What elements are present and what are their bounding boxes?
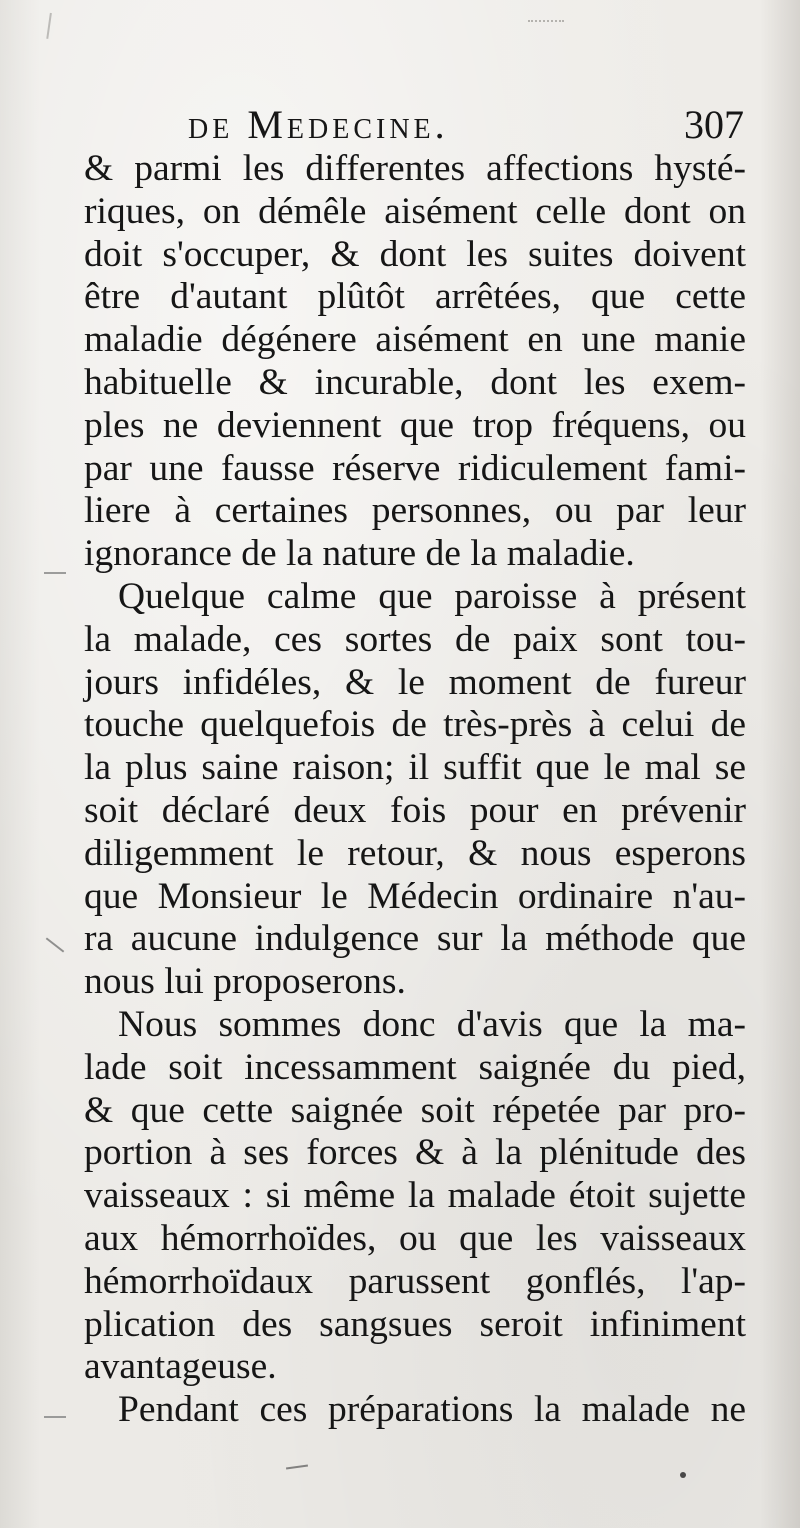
- margin-ink-mark: [44, 572, 66, 574]
- paragraph-start-line: Nous sommes donc d'avis que la ma-: [118, 1003, 746, 1045]
- margin-ink-mark: [44, 1416, 66, 1418]
- text-line: aux hémorrhoïdes, ou que les vaisseaux: [84, 1217, 746, 1259]
- text-line: plication des sangsues seroit infiniment: [84, 1303, 746, 1345]
- paragraph-end-line: nous lui proposerons.: [84, 961, 406, 1003]
- text-line: portion à ses forces & à la plénitude des: [84, 1132, 746, 1174]
- text-line: vaisseaux : si même la malade étoit sujette: [84, 1175, 746, 1217]
- text-line: la malade, ces sortes de paix sont tou-: [84, 618, 746, 660]
- text-line: être d'autant plûtôt arrêtées, que cette: [84, 276, 746, 318]
- text-line: & parmi les differentes affections hysté-: [84, 148, 746, 189]
- text-line: hémorrhoïdaux parussent gonflés, l'ap-: [84, 1260, 746, 1302]
- text-line: liere à certaines personnes, ou par leur: [84, 490, 746, 532]
- text-line: maladie dégénere aisément en une manie: [84, 319, 746, 361]
- running-head: [188, 102, 744, 148]
- text-line: ra aucune indulgence sur la méthode que: [84, 918, 746, 960]
- paragraph-start-line: Pendant ces préparations la malade ne: [118, 1389, 746, 1431]
- text-line: que Monsieur le Médecin ordinaire n'au-: [84, 875, 746, 917]
- text-line: jours infidéles, & le moment de fureur: [84, 661, 746, 703]
- text-line: & que cette saignée soit répetée par pro-: [84, 1089, 746, 1131]
- text-line: touche quelquefois de très-près à celui de: [84, 704, 746, 746]
- text-line: habituelle & incurable, dont les exem-: [84, 361, 746, 403]
- text-line: lade soit incessamment saignée du pied,: [84, 1046, 746, 1088]
- margin-ink-mark: [46, 937, 65, 952]
- paragraph-end-line: avantageuse.: [84, 1346, 277, 1388]
- text-line: la plus saine raison; il suffit que le mal se: [84, 747, 746, 789]
- running-head-title: de Medecine.: [188, 102, 449, 147]
- text-line: soit déclaré deux fois pour en prévenir: [84, 789, 746, 831]
- paragraph-end-line: ignorance de la nature de la maladie.: [84, 533, 635, 575]
- bottom-ink-dot: [680, 1472, 686, 1478]
- text-line: diligemment le retour, & nous esperons: [84, 832, 746, 874]
- text-line: riques, on démêle aisément celle dont on: [84, 190, 746, 232]
- body-text: [84, 148, 746, 1432]
- text-line: par une fausse réserve ridiculement fami-: [84, 447, 746, 489]
- page-number: 307: [684, 102, 744, 147]
- bottom-ink-mark: [286, 1464, 308, 1469]
- text-line: ples ne deviennent que trop fréquens, ou: [84, 404, 746, 446]
- top-ink-mark: [528, 6, 564, 22]
- paragraph-start-line: Quelque calme que paroisse à présent: [118, 575, 746, 617]
- text-line: doit s'occuper, & dont les suites doivent: [84, 233, 746, 275]
- margin-ink-mark: [46, 13, 67, 41]
